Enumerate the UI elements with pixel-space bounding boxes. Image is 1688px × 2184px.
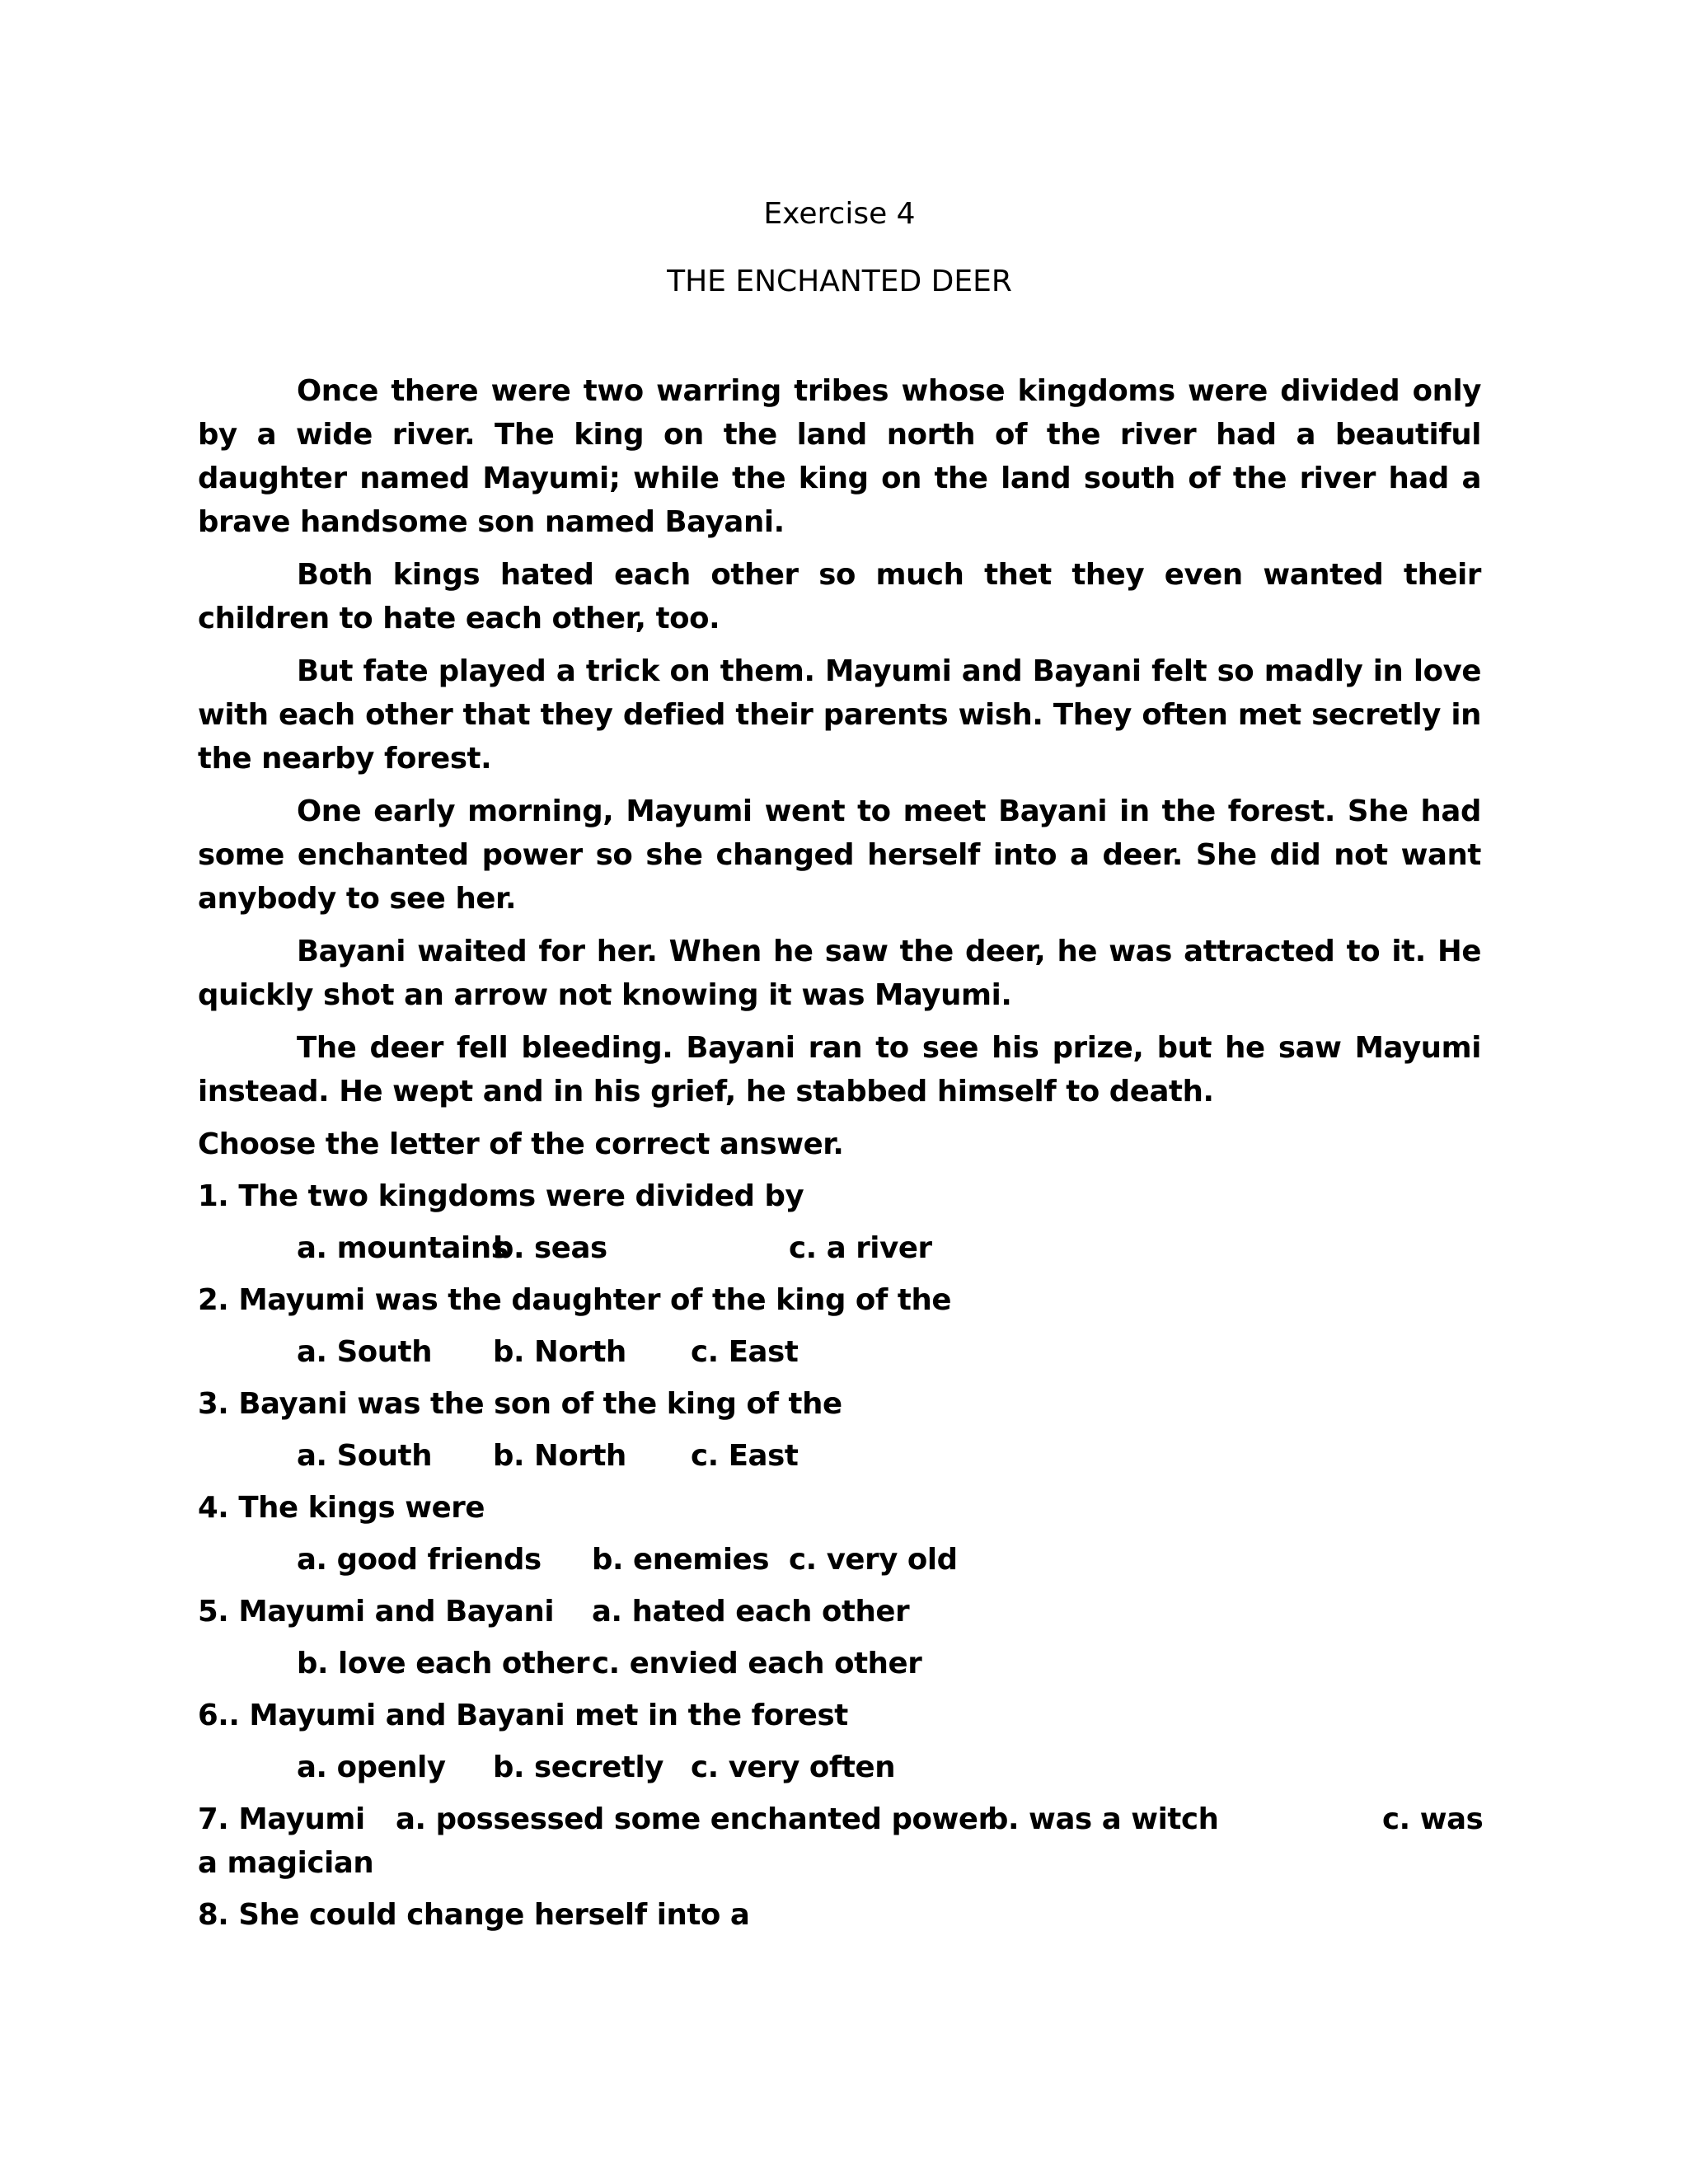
option-b: b. North xyxy=(493,1439,626,1473)
option-b: b. seas xyxy=(493,1231,607,1265)
option-b: b. North xyxy=(493,1335,626,1369)
option-b: b. enemies xyxy=(592,1543,770,1577)
option-b: b. love each other xyxy=(297,1647,590,1680)
option-c: c. very old xyxy=(789,1543,958,1577)
question-1-options xyxy=(198,1226,1481,1270)
question-3: 3. Bayani was the son of the king of the xyxy=(198,1387,842,1421)
question-7-text: 7. Mayumi xyxy=(198,1802,365,1836)
story-paragraph: Bayani waited for her. When he saw the deer, he was attracted to it. He quickly shot an arrow not knowing it was Mayumi. xyxy=(198,935,1481,1012)
story-title: THE ENCHANTED DEER xyxy=(667,265,1012,298)
option-b: b. secretly xyxy=(493,1750,663,1784)
story-paragraph: One early morning, Mayumi went to meet Bayani in the forest. She had some enchanted power so she changed herself into a deer. She did not want anybody to see her. xyxy=(198,794,1481,916)
option-c-continued: a magician xyxy=(198,1846,374,1880)
exercise-label: Exercise 4 xyxy=(763,197,916,231)
story-paragraph: But fate played a trick on them. Mayumi and Bayani felt so madly in love with each other that they defied their parents wish. They often met secretly in the nearby forest. xyxy=(198,654,1481,776)
option-c: c. East xyxy=(691,1335,799,1369)
option-a: a. hated each other xyxy=(592,1595,910,1629)
question-2-options xyxy=(198,1330,1481,1374)
story-paragraph: The deer fell bleeding. Bayani ran to see his prize, but he saw Mayumi instead. He wept and in his grief, he stabbed himself to death. xyxy=(198,1031,1481,1108)
option-b: b. was a witch xyxy=(987,1802,1219,1836)
question-5 xyxy=(198,1590,1481,1633)
question-7 xyxy=(198,1797,1484,1885)
option-a: a. mountains xyxy=(297,1231,509,1265)
worksheet-page xyxy=(198,196,1484,1945)
option-a: a. possessed some enchanted power xyxy=(396,1802,992,1836)
option-a: a. South xyxy=(297,1439,433,1473)
option-c: c. was xyxy=(1382,1802,1484,1836)
question-5-options xyxy=(198,1642,1481,1685)
question-4-options xyxy=(198,1538,1481,1582)
option-c: c. very often xyxy=(691,1750,896,1784)
question-6: 6.. Mayumi and Bayani met in the forest xyxy=(198,1699,848,1732)
option-a: a. openly xyxy=(297,1750,446,1784)
question-6-options xyxy=(198,1746,1481,1789)
question-2: 2. Mayumi was the daughter of the king of the xyxy=(198,1283,952,1317)
option-a: a. South xyxy=(297,1335,433,1369)
story-paragraph: Once there were two warring tribes whose kingdoms were divided only by a wide river. The king on the land north of the river had a beautiful daughter named Mayumi; while the king on the land south of the river had a brave handsome son named Bayani. xyxy=(198,374,1481,539)
option-c: c. East xyxy=(691,1439,799,1473)
option-c: c. a river xyxy=(789,1231,932,1265)
question-8: 8. She could change herself into a xyxy=(198,1898,750,1932)
question-4: 4. The kings were xyxy=(198,1491,485,1525)
question-5-text: 5. Mayumi and Bayani xyxy=(198,1595,555,1629)
story-paragraph: Both kings hated each other so much thet they even wanted their children to hate each other, too. xyxy=(198,558,1481,635)
instruction: Choose the letter of the correct answer. xyxy=(198,1127,844,1161)
question-3-options xyxy=(198,1434,1481,1478)
option-c: c. envied each other xyxy=(592,1647,922,1680)
option-a: a. good friends xyxy=(297,1543,542,1577)
question-1: 1. The two kingdoms were divided by xyxy=(198,1179,804,1213)
